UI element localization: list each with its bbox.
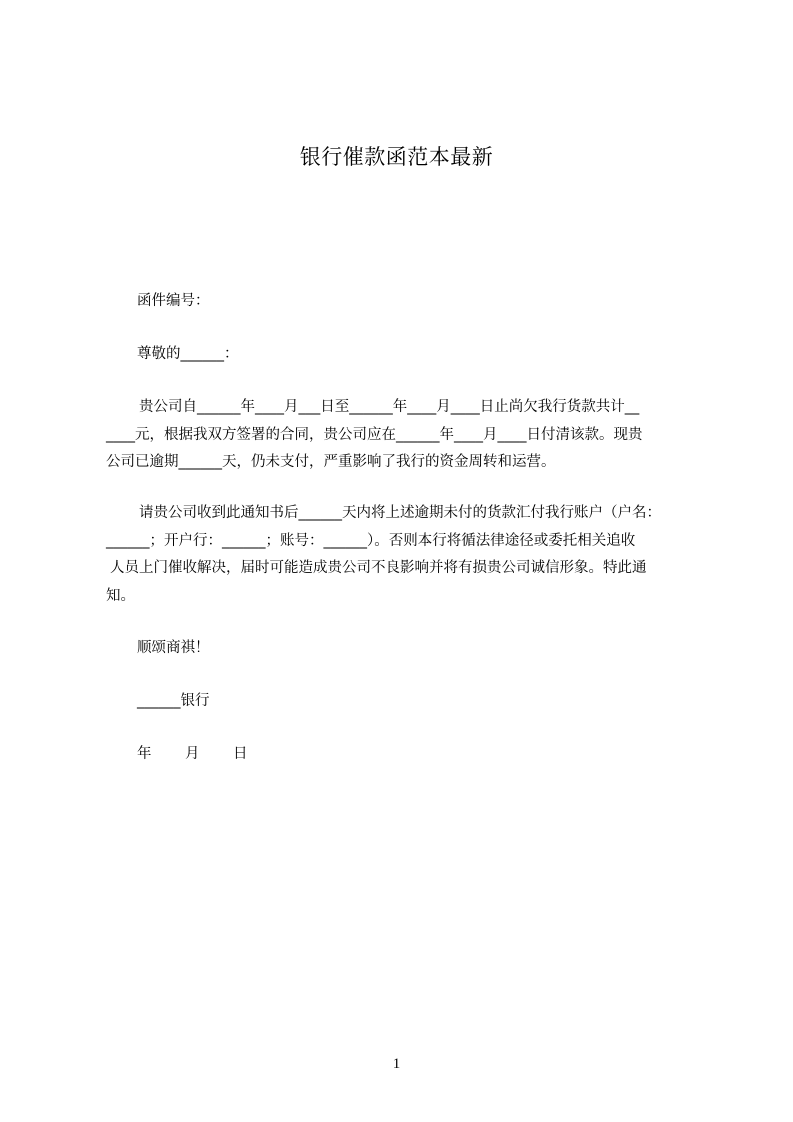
paragraph-line: ____元，根据我双方签署的合同，贵公司应在______年____月____日付清该款。现贵 [106, 426, 643, 443]
date-year: 年 [137, 746, 152, 762]
paragraph-payment-request [106, 500, 706, 610]
paragraph-line: 贵公司自______年____月___日至______年____月____日止尚欠我行货款共计__ [139, 399, 640, 415]
salutation: 尊敬的______： [137, 346, 239, 362]
document-title: 银行催款函范本最新 [299, 145, 494, 169]
paragraph-line: 请贵公司收到此通知书后______天内将上述逾期未付的货款汇付我行账户（户名： [139, 505, 661, 521]
paragraph-line: 人员上门催收解决，届时可能造成贵公司不良影响并将有损贵公司诚信形象。特此通 [110, 560, 647, 576]
paragraph-line: 公司已逾期______天，仍未支付，严重影响了我行的资金周转和运营。 [106, 454, 556, 470]
closing-greeting: 顺颂商祺！ [137, 640, 210, 656]
signature-bank: ______银行 [137, 693, 210, 709]
page-number: 1 [392, 1056, 401, 1072]
date-month: 月 [185, 746, 200, 762]
paragraph-line: 知。 [106, 587, 135, 604]
letter-number-label: 函件编号： [137, 293, 210, 309]
paragraph-line: ______；开户行：______；账号：______）。否则本行将循法律途径或委托相关追收 [106, 532, 636, 549]
date-day: 日 [233, 746, 248, 762]
paragraph-overdue-notice [106, 394, 706, 477]
